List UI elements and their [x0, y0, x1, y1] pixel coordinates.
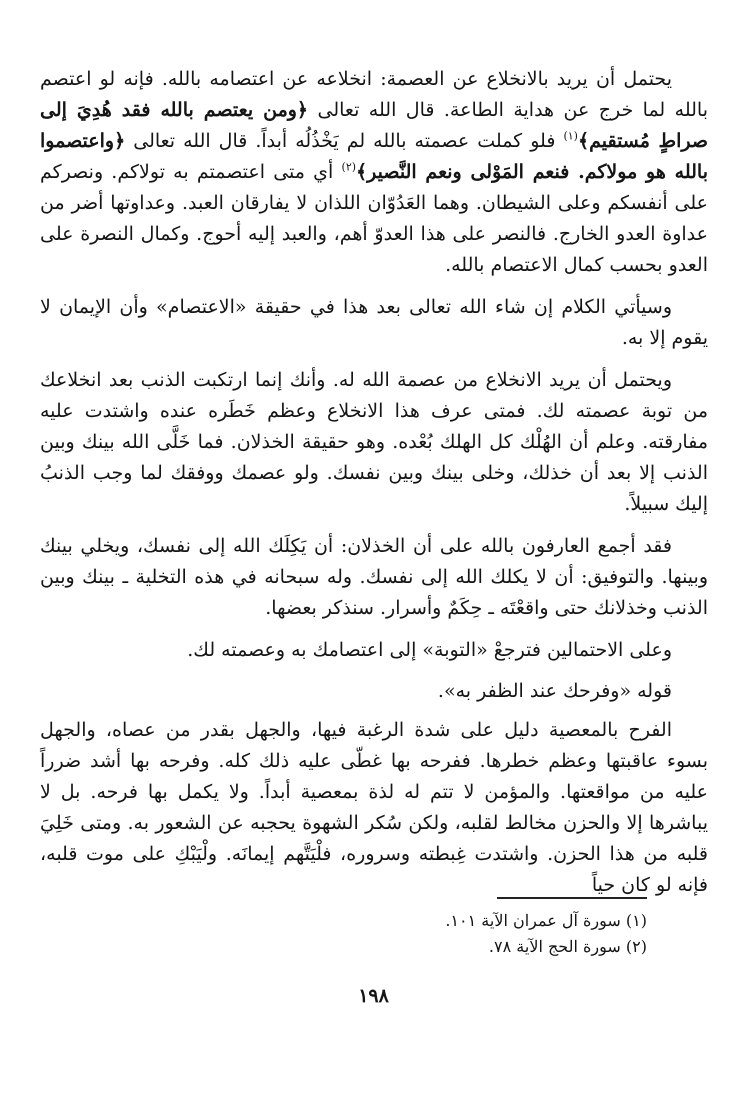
paragraph-2	[40, 292, 708, 354]
page-body	[40, 64, 708, 901]
paragraph-1	[40, 64, 708, 281]
text-run: وسيأتي الكلام إن شاء الله تعالى بعد هذا في حقيقة «الاعتصام» وأن الإيمان لا يقوم إلا به.	[40, 296, 708, 349]
footnotes	[445, 908, 647, 960]
closing-paragraph: الفرح بالمعصية دليل على شدة الرغبة فيها، والجهل بقدر من عصاه، والجهل بسوء عاقبتها وعظم خطرها. ففرحه بها غطّى عليه ذلك كله. وفرحه بها أشد ضرراً عليه من مواقعتها. والمؤمن لا تتم له لذة بمعصية أبداً. ولا يكمل بها فرحه. بل لا يباشرها إلا والحزن مخالط لقلبه، ولكن سُكر الشهوة يحجبه عن الشعور به. ومتى خَلِيَ قلبه من هذا الحزن. واشتدت غِبطته وسروره، فلْيَتَّهم إيمانَه. ولْيَبْكِ على موت قلبه، فإنه لو كان حياً	[40, 719, 708, 896]
text-run: أي متى اعتصمتم به تولاكم. ونصركم على أنفسكم وعلى الشيطان. وهما العَدُوّان اللذان لا يفارقان العبد. وعداوتها أضر من عداوة العدو الخارج. فالنصر على هذا العدوّ أهم، والعبد إليه أحوج. وكمال النصرة على العدو بحسب كمال الاعتصام بالله.	[40, 161, 708, 276]
page-number: ١٩٨	[358, 985, 389, 1007]
quran-verse: ﴿واعتصموا بالله هو مولاكم. فنعم المَوْلى ونعم النَّصير﴾	[40, 130, 708, 183]
text-run: ويحتمل أن يريد الانخلاع من عصمة الله له. وأنك إنما ارتكبت الذنب بعد انخلاعك من توبة عصمته لك. فمتى عرف هذا الانخلاع وعظم خَطَره عنده واشتدت عليه مفارقته. وعلم أن الهُلْك كل الهلك بُعْده. وهو حقيقة الخذلان. فما خَلَّى الله بينك وبين الذنب إلا بعد أن خذلك، وخلى بينك وبين نفسك. ولو عصمك ووفقك لما وجب الذنبُ إليك سبيلاً.	[40, 369, 708, 515]
footnote-ref: (١)	[563, 129, 578, 143]
paragraph-3	[40, 365, 708, 520]
quran-verse: ﴿ومن يعتصم بالله فقد هُدِيَ إلى صراطٍ مُستقيم﴾	[40, 99, 708, 152]
footnote-ref: (٢)	[341, 160, 357, 174]
footnote-divider	[497, 897, 647, 899]
footnote-2: (٢) سورة الحج الآية ٧٨.	[488, 937, 647, 956]
main-text	[40, 64, 708, 666]
footnote-1: (١) سورة آل عمران الآية ١٠١.	[445, 911, 647, 930]
paragraph-5	[40, 635, 708, 666]
text-run: وعلى الاحتمالين فترجعْ «التوبة» إلى اعتصامك به وعصمته لك.	[187, 639, 672, 661]
paragraph-4	[40, 531, 708, 624]
text-run: فلو كملت عصمته بالله لم يَخْذُلُه أبداً. قال الله تعالى	[125, 130, 564, 152]
section-heading: قوله «وفرحك عند الظفر به».	[437, 680, 672, 702]
text-run: يحتمل أن يريد بالانخلاع عن العصمة: انخلاعه عن اعتصامه بالله. فإنه لو اعتصم بالله لما خرج عن هداية الطاعة. قال الله تعالى	[40, 68, 708, 121]
text-run: فقد أجمع العارفون بالله على أن الخذلان: أن يَكِلَك الله إلى نفسك، ويخلي بينك وبينها. والتوفيق: أن لا يكلك الله إلى نفسك. وله سبحانه في هذه التخلية ـ بينك وبين الذنب وخذلانك حتى واقعْتَه ـ حِكَمٌ وأسرار. سنذكر بعضها.	[40, 535, 708, 619]
